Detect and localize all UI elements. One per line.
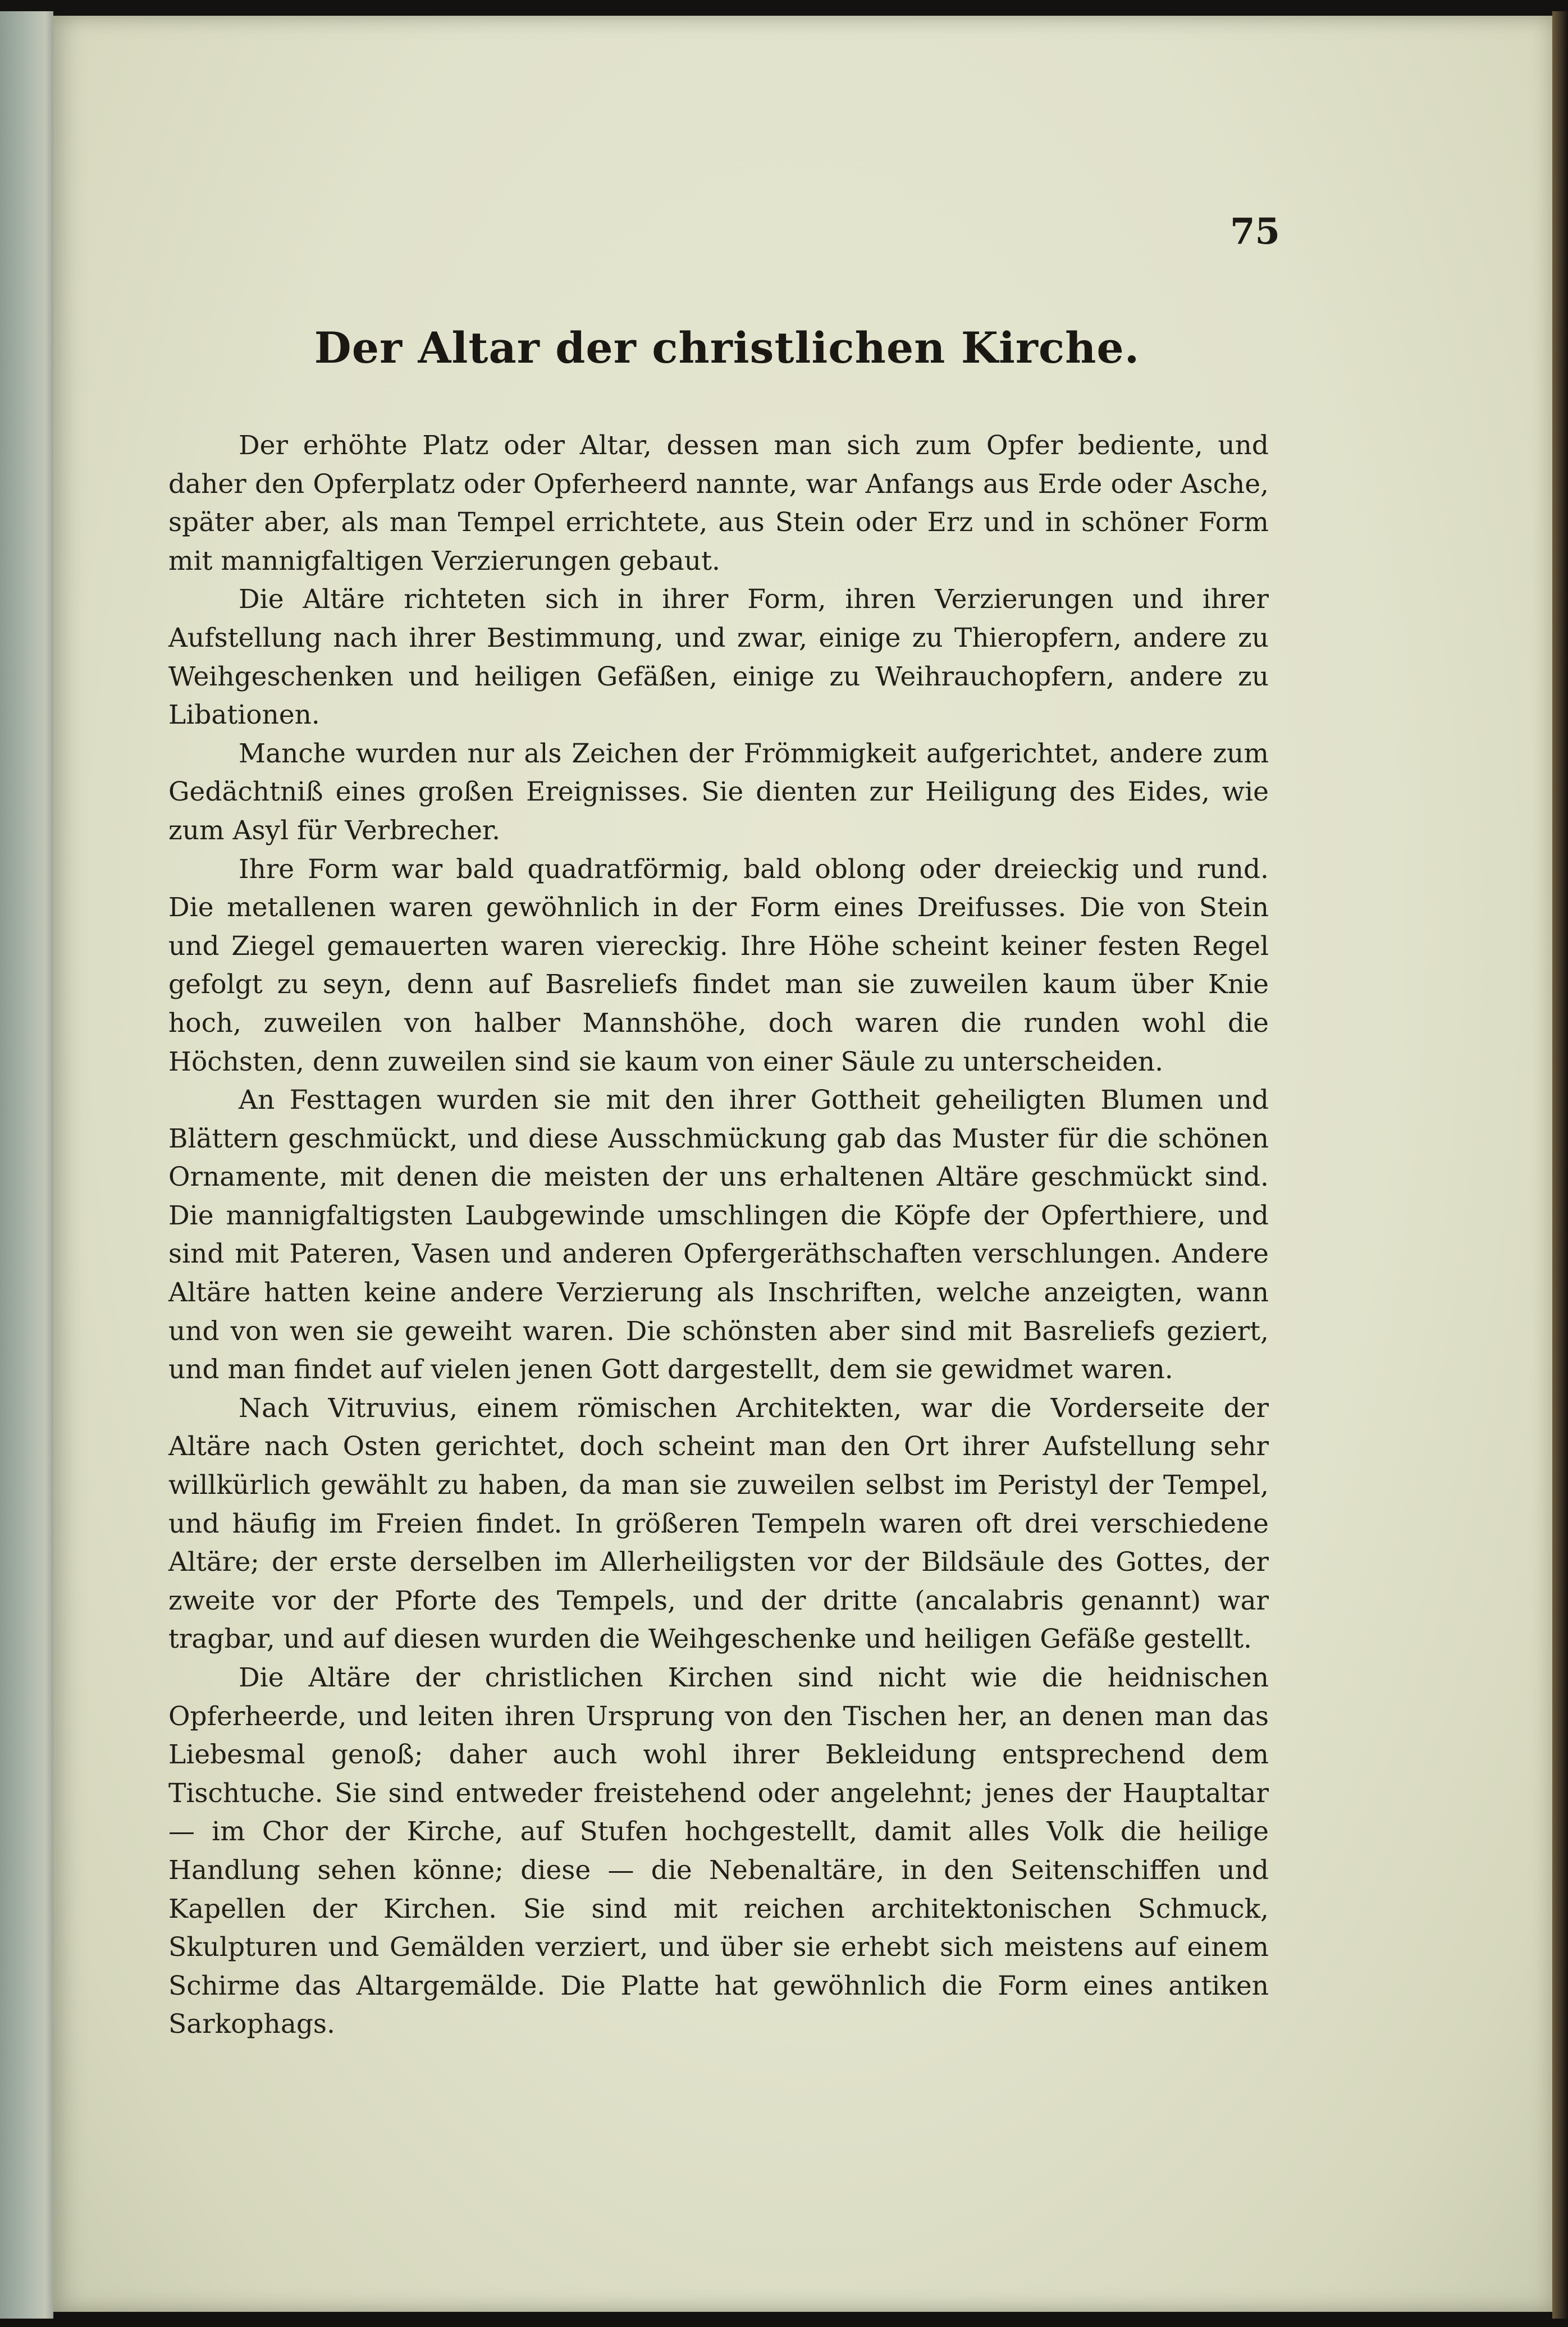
book-spine [0, 11, 53, 2319]
paragraph-6: Nach Vitruvius, einem römischen Architekten, war die Vorderseite der Altäre nach Osten gerichtet, doch scheint man den Ort ihrer Aufstellung sehr willkürlich gewählt zu haben, da man sie zuweilen selbst im Peristyl der Tempel, und häufig im Freien findet. In größeren Tempeln waren oft drei verschiedene Altäre; der erste derselben im Allerheiligsten vor der Bildsäule des Gottes, der zweite vor der Pforte des Tempels, und der dritte (ancalabris genannt) war tragbar, und auf diesen wurden die Weihgeschenke und heiligen Gefäße gestellt. [168, 1392, 1269, 1655]
page-edge [1552, 11, 1568, 2319]
paragraph-7: Die Altäre der christlichen Kirchen sind nicht wie die heidnischen Opferheerde, und leiten ihren Ursprung von den Tischen her, an denen man das Liebesmal genoß; daher auch wohl ihrer Bekleidung entsprechend dem Tischtuche. Sie sind entweder freistehend oder angelehnt; jenes der Hauptaltar — im Chor der Kirche, auf Stufen hochgestellt, damit alles Volk die heilige Handlung sehen könne; diese — die Nebenaltäre, in den Seitenschiffen und Kapellen der Kirchen. Sie sind mit reichen architektonischen Schmuck, Skulpturen und Gemälden verziert, und über sie erhebt sich meistens auf einem Schirme das Altargemälde. Die Platte hat gewöhnlich die Form eines antiken Sarkophags. [168, 1662, 1269, 2040]
page-number: 75 [1229, 211, 1280, 253]
paragraph-4: Ihre Form war bald quadratförmig, bald oblong oder dreieckig und rund. Die metallenen waren gewöhnlich in der Form eines Dreifusses. Die von Stein und Ziegel gemauerten waren viereckig. Ihre Höhe scheint keiner festen Regel gefolgt zu seyn, denn auf Basreliefs findet man sie zuweilen kaum über Knie hoch, zuweilen von halber Mannshöhe, doch waren die runden wohl die Höchsten, denn zuweilen sind sie kaum von einer Säule zu unterscheiden. [168, 853, 1269, 1077]
body-text [168, 427, 1269, 2044]
paragraph-1: Der erhöhte Platz oder Altar, dessen man sich zum Opfer bediente, und daher den Opferplatz oder Opferheerd nannte, war Anfangs aus Erde oder Asche, später aber, als man Tempel errichtete, aus Stein oder Erz und in schöner Form mit mannigfaltigen Verzierungen gebaut. [168, 430, 1269, 577]
paragraph-5: An Festtagen wurden sie mit den ihrer Gottheit geheiligten Blumen und Blättern geschmückt, und diese Ausschmückung gab das Muster für die schönen Ornamente, mit denen die meisten der uns erhaltenen Altäre geschmückt sind. Die mannigfaltigsten Laubgewinde umschlingen die Köpfe der Opferthiere, und sind mit Pateren, Vasen und anderen Opfergeräthschaften verschlungen. Andere Altäre hatten keine andere Verzierung als Inschriften, welche anzeigten, wann und von wen sie geweiht waren. Die schönsten aber sind mit Basreliefs geziert, und man findet auf vielen jenen Gott dargestellt, dem sie gewidmet waren. [168, 1085, 1269, 1386]
page-title: Der Altar der christlichen Kirche. [314, 323, 1140, 373]
paragraph-3: Manche wurden nur als Zeichen der Frömmigkeit aufgerichtet, andere zum Gedächtniß eines großen Ereignisses. Sie dienten zur Heiligung des Eides, wie zum Asyl für Verbrecher. [168, 738, 1269, 846]
paragraph-2: Die Altäre richteten sich in ihrer Form, ihren Verzierungen und ihrer Aufstellung nach ihrer Bestimmung, und zwar, einige zu Thieropfern, andere zu Weihgeschenken und heiligen Gefäßen, einige zu Weihrauchopfern, andere zu Libationen. [168, 584, 1269, 731]
